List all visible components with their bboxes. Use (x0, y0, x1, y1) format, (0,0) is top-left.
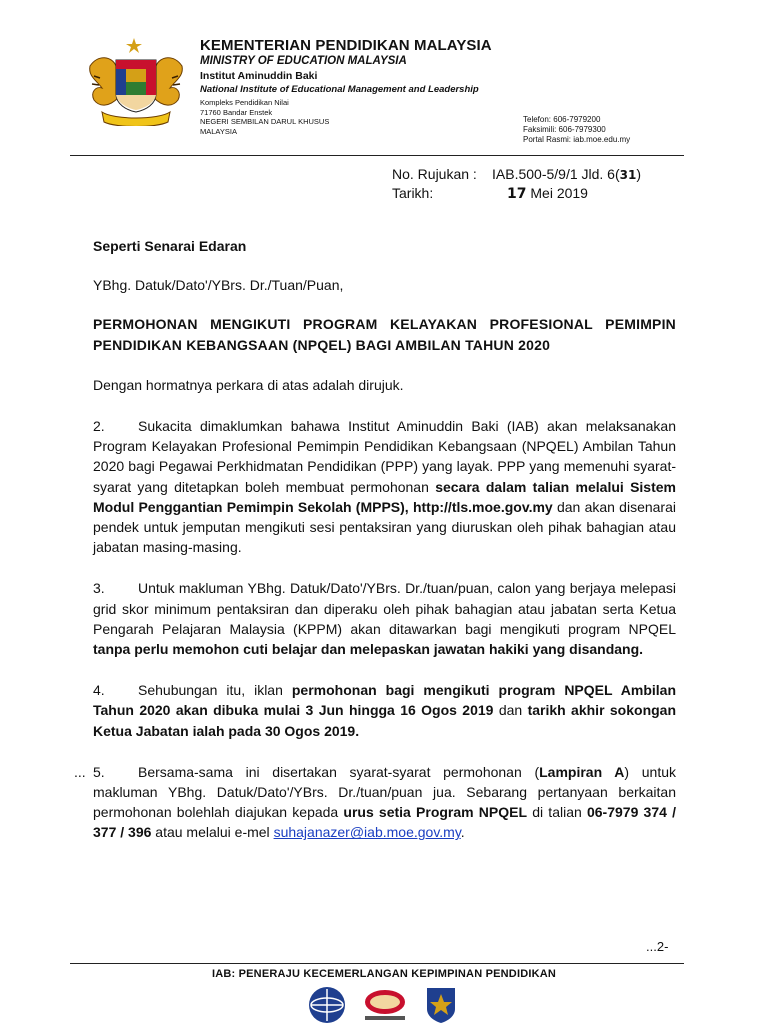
paragraph-text: dan akan disenarai pendek untuk jemputan mengikuti sesi pentaksiran yang diuruskan oleh pihak bahagian atau jabatan masing-masing. (93, 498, 676, 556)
paragraph-bold-text: tanpa perlu memohon cuti belajar dan melepaskan jawatan hakiki yang disandang. (93, 641, 644, 658)
fax-number: Faksimili: 606-7979300 (523, 125, 606, 134)
date-label: Tarikh: (392, 185, 434, 201)
paragraph-bold-text: permohonan bagi mengikuti program NPQEL Ambilan Tahun 2020 akan dibuka mulai 3 Jun hingga 16 Ogos 2019 (93, 682, 676, 719)
globe-certification-icon (309, 987, 345, 1023)
reference-close: ) (636, 166, 642, 182)
phone-numbers: 06-7979 374 / 377 / 396 (93, 804, 676, 841)
paragraph-bold-text: secara dalam talian melalui Sistem Modul Penggantian Pemimpin Sekolah (MPPS), http://tls.moe.gov.my (93, 478, 676, 515)
paragraph-text: Bersama-sama ini disertakan syarat-syarat permohonan ( (138, 763, 540, 780)
paragraph-5 (74, 762, 676, 843)
paragraph-3 (93, 578, 676, 659)
paragraph-text: di talian (527, 804, 587, 821)
paragraph-text: atau melalui e-mel (151, 824, 274, 841)
malaysia-coat-of-arms-icon (84, 36, 188, 126)
paragraph-number: 2. (93, 418, 105, 435)
letter-body (74, 236, 677, 864)
footer-divider (70, 963, 684, 964)
ministry-name-ms: KEMENTERIAN PENDIDIKAN MALAYSIA (200, 37, 492, 54)
address-line: NEGERI SEMBILAN DARUL KHUSUS (200, 117, 330, 126)
paragraph-2 (93, 416, 676, 557)
salutation: YBhg. Datuk/Dato'/YBrs. Dr./Tuan/Puan, (93, 277, 344, 294)
paragraph-bold-text: urus setia Program NPQEL (343, 804, 528, 821)
portal-url: Portal Rasmi: iab.moe.edu.my (523, 135, 631, 144)
contact-info (523, 115, 630, 145)
certification-logos (305, 985, 465, 1024)
reference-block (392, 165, 641, 203)
paragraph-text: Sehubungan itu, iklan (138, 682, 292, 699)
quality-standard-icon (365, 990, 405, 1020)
ministry-name-en: MINISTRY OF EDUCATION MALAYSIA (200, 55, 407, 67)
letter-subject: PERMOHONAN MENGIKUTI PROGRAM KELAYAKAN PROFESIONAL PEMIMPIN PENDIDIKAN KEBANGSAAN (NPQEL) BAGI AMBILAN TAHUN 2020 (93, 316, 676, 353)
attachment-reference: Lampiran A (539, 763, 625, 780)
footer-motto: IAB: PENERAJU KECEMERLANGAN KEPIMPINAN PENDIDIKAN (211, 968, 557, 980)
paragraph-number: 4. (93, 682, 105, 699)
institute-name-ms: Institut Aminuddin Baki (200, 70, 318, 82)
date-handwritten-day: 17 (507, 186, 527, 202)
address-line: MALAYSIA (200, 126, 237, 136)
paragraph-number: 3. (93, 580, 105, 597)
paragraph-text: ) untuk makluman YBhg. Datuk/Dato'/YBrs. Dr./tuan/puan jua. Sebarang pertanyaan berkaitan permohonan bolehlah diajukan kepada (93, 763, 676, 821)
paragraph-bold-text: tarikh akhir sokongan Ketua Jabatan ialah pada 30 Ogos 2019. (93, 702, 677, 739)
reference-handwritten-number: 31 (619, 168, 637, 182)
date-month-year: Mei 2019 (530, 185, 588, 201)
reference-label: No. Rujukan : (392, 166, 477, 182)
paragraph-4 (93, 680, 676, 741)
paragraph-text: Untuk makluman YBhg. Datuk/Dato'/YBrs. Dr./tuan/puan, calon yang berjaya melepasi grid skor minimum pentaksiran dan diperaku oleh pihak bahagian atau jabatan serta Ketua Pengarah Pelajaran Malaysia (KPPM) akan ditawarkan bagi mengikuti program NPQEL (93, 580, 676, 637)
paragraph-number (74, 762, 138, 782)
next-page-marker: ...2- (646, 939, 669, 954)
phone-number: Telefon: 606-7979200 (523, 115, 601, 124)
institute-name-en: National Institute of Educational Management and Leadership (200, 84, 479, 95)
paragraph-text: Sukacita dimaklumkan bahawa Institut Aminuddin Baki (IAB) akan melaksanakan Program Kelayakan Profesional Pemimpin Pendidikan Kebangsaan (NPQEL) Ambilan Tahun 2020 bagi Pegawai Perkhidmatan Pendidikan (PPP) yang layak. PPP yang memenuhi syarat-syarat yang ditetapkan boleh membuat permohonan (93, 418, 676, 495)
reference-row (392, 165, 641, 184)
email-link[interactable]: suhajanazer@iab.moe.gov.my (273, 824, 461, 841)
paragraph-dots: ... (74, 763, 86, 780)
paragraph-text: dan (493, 702, 528, 719)
shield-accreditation-icon (427, 988, 455, 1023)
institute-address (200, 98, 329, 136)
letterhead-divider (70, 155, 684, 156)
paragraph-text: . (460, 824, 465, 841)
date-row (392, 184, 641, 203)
address-line: 71760 Bandar Enstek (200, 107, 273, 117)
paragraph-number-text: 5. (93, 763, 105, 780)
opening-paragraph: Dengan hormatnya perkara di atas adalah dirujuk. (93, 376, 404, 393)
address-line: Kompleks Pendidikan Nilai (200, 98, 289, 107)
reference-number: IAB.500-5/9/1 Jld. 6( (492, 166, 620, 182)
recipient: Seperti Senarai Edaran (93, 238, 247, 254)
